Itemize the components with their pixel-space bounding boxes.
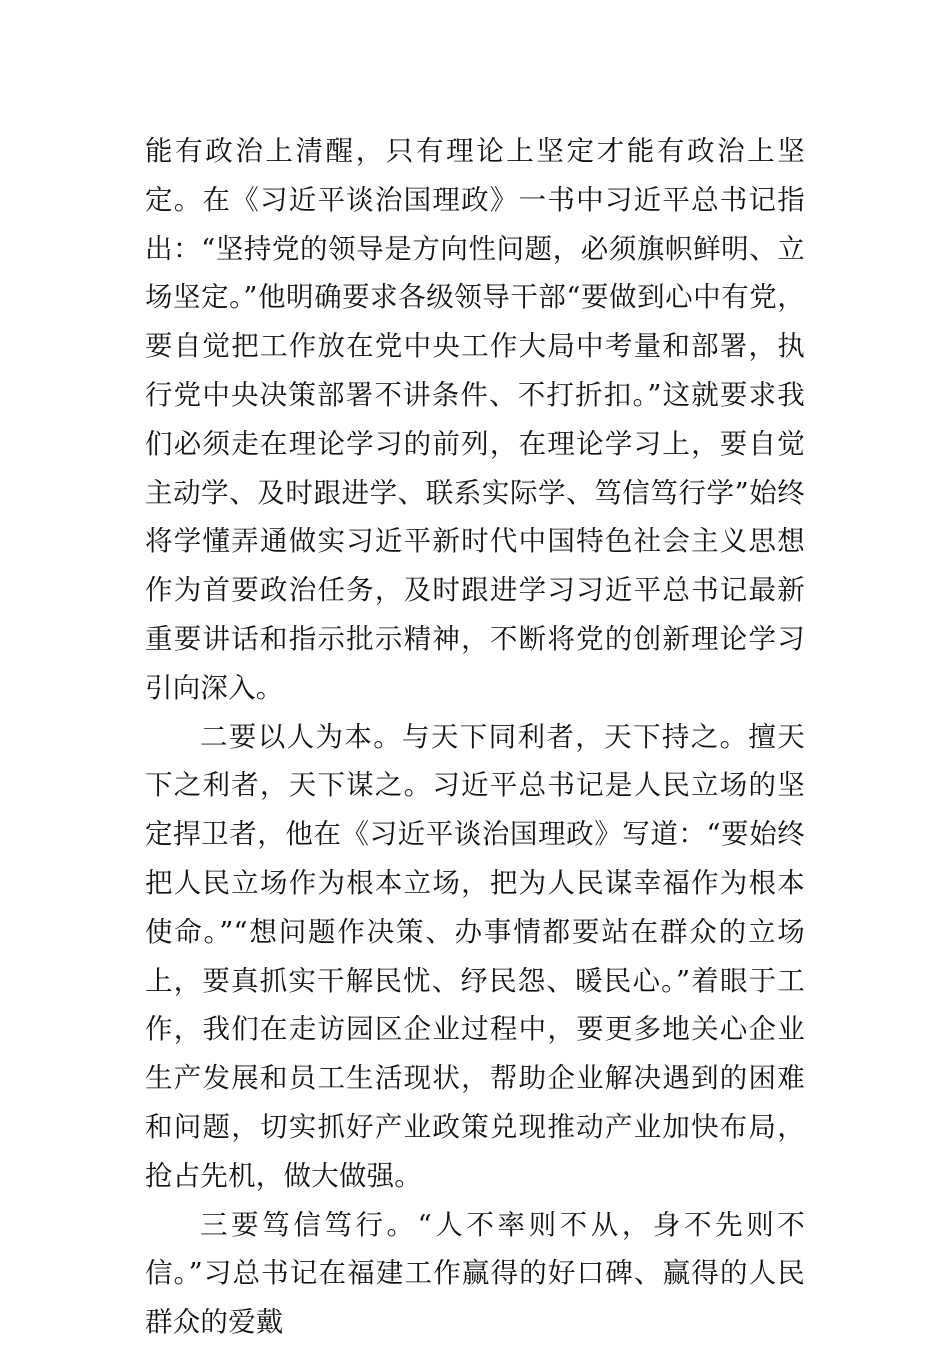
paragraph-continuation: 能有政治上清醒，只有理论上坚定才能有政治上坚定。在《习近平谈治国理政》一书中习近平总书记指出：“坚持党的领导是方向性问题，必须旗帜鲜明、立场坚定。”他明确要求各级领导干部“要做到心中有党，要自觉把工作放在党中央工作大局中考量和部署，执行党中央决策部署不讲条件、不打折扣。”这就要求我们必须走在理论学习的前列，在理论学习上，要自觉主动学、及时跟进学、联系实际学、笃信笃行学”始终将学懂弄通做实习近平新时代中国特色社会主义思想作为首要政治任务，及时跟进学习习近平总书记最新重要讲话和指示批示精神，不断将党的创新理论学习引向深入。 [145,135,805,704]
document-body [145,127,805,1347]
paragraph-people-first: 二要以人为本。与天下同利者，天下持之。擅天下之利者，天下谋之。习近平总书记是人民立场的坚定捍卫者，他在《习近平谈治国理政》写道：“要始终把人民立场作为根本立场，把为人民谋幸福作为根本使命。”“想问题作决策、办事情都要站在群众的立场上，要真抓实干解民忧、纾民怨、暖民心。”着眼于工作，我们在走访园区企业过程中，要更多地关心企业生产发展和员工生活现状，帮助企业解决遇到的困难和问题，切实抓好产业政策兑现推动产业加快布局，抢占先机，做大做强。 [145,720,805,1192]
paragraph-practice: 三要笃信笃行。“人不率则不从，身不先则不信。”习总书记在福建工作赢得的好口碑、赢得的人民群众的爱戴 [145,1208,805,1339]
